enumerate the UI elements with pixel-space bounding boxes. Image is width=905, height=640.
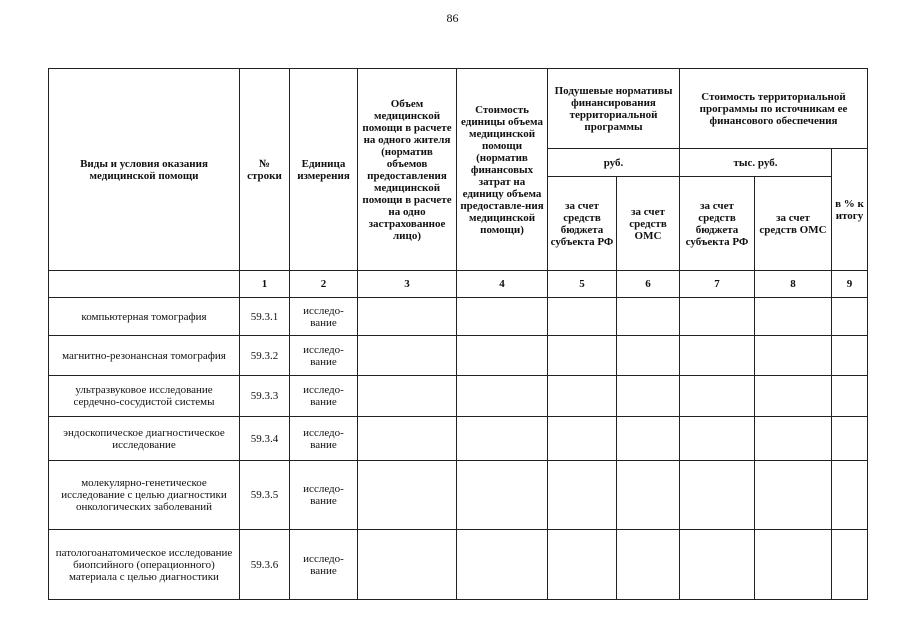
cell-volume xyxy=(358,298,457,336)
row-unit: исследо-вание xyxy=(290,461,358,530)
cell-budget-1 xyxy=(548,376,617,417)
row-unit: исследо-вание xyxy=(290,417,358,461)
row-name: патологоанатомическое исследование биопсийного (операционного) материала с целью диагностики xyxy=(49,530,240,600)
cell-oms-1 xyxy=(617,376,680,417)
header-oms-1: за счет средств ОМС xyxy=(617,177,680,271)
cell-budget-2 xyxy=(680,376,755,417)
row-code: 59.3.3 xyxy=(240,376,290,417)
header-row-no: № строки xyxy=(240,69,290,271)
header-thousand-rub: тыс. руб. xyxy=(680,149,832,177)
cell-budget-1 xyxy=(548,417,617,461)
table-row xyxy=(49,336,868,376)
col-number: 6 xyxy=(617,271,680,298)
table-row xyxy=(49,298,868,336)
row-unit: исследо-вание xyxy=(290,298,358,336)
row-unit: исследо-вание xyxy=(290,336,358,376)
table-row xyxy=(49,461,868,530)
cell-oms-2 xyxy=(755,336,832,376)
cell-budget-2 xyxy=(680,530,755,600)
cell-budget-1 xyxy=(548,336,617,376)
cell-oms-1 xyxy=(617,530,680,600)
header-unit: Единица измерения xyxy=(290,69,358,271)
header-budget-1: за счет средств бюджета субъекта РФ xyxy=(548,177,617,271)
cell-percent xyxy=(832,298,868,336)
cell-percent xyxy=(832,530,868,600)
page-number: 86 xyxy=(446,11,459,25)
cell-budget-2 xyxy=(680,298,755,336)
row-name: ультразвуковое исследование сердечно-сосудистой системы xyxy=(49,376,240,417)
row-code: 59.3.5 xyxy=(240,461,290,530)
cell-budget-2 xyxy=(680,461,755,530)
cell-volume xyxy=(358,461,457,530)
col-number: 3 xyxy=(358,271,457,298)
cell-budget-1 xyxy=(548,298,617,336)
cell-budget-1 xyxy=(548,461,617,530)
header-rub: руб. xyxy=(548,149,680,177)
cell-cost xyxy=(457,530,548,600)
row-code: 59.3.2 xyxy=(240,336,290,376)
cell-volume xyxy=(358,376,457,417)
cell-cost xyxy=(457,336,548,376)
col-number: 1 xyxy=(240,271,290,298)
cell-budget-1 xyxy=(548,530,617,600)
table-row xyxy=(49,417,868,461)
col-number: 7 xyxy=(680,271,755,298)
row-code: 59.3.6 xyxy=(240,530,290,600)
header-budget-2: за счет средств бюджета субъекта РФ xyxy=(680,177,755,271)
cell-oms-1 xyxy=(617,461,680,530)
cell-cost xyxy=(457,298,548,336)
cell-cost xyxy=(457,461,548,530)
col-number: 4 xyxy=(457,271,548,298)
table-row xyxy=(49,530,868,600)
cell-oms-2 xyxy=(755,530,832,600)
row-name: магнитно-резонансная томография xyxy=(49,336,240,376)
cell-oms-2 xyxy=(755,461,832,530)
cell-oms-1 xyxy=(617,298,680,336)
cell-oms-2 xyxy=(755,417,832,461)
row-unit: исследо-вание xyxy=(290,530,358,600)
cell-cost xyxy=(457,417,548,461)
header-volume: Объем медицинской помощи в расчете на одного жителя (норматив объемов предоставления медицинской помощи в расчете на одно застрахованное лицо) xyxy=(358,69,457,271)
row-code: 59.3.1 xyxy=(240,298,290,336)
header-oms-2: за счет средств ОМС xyxy=(755,177,832,271)
cell-oms-1 xyxy=(617,417,680,461)
row-name: эндоскопическое диагностическое исследование xyxy=(49,417,240,461)
cell-budget-2 xyxy=(680,336,755,376)
cell-cost xyxy=(457,376,548,417)
header-percent: в % к итогу xyxy=(832,149,868,271)
row-unit: исследо-вание xyxy=(290,376,358,417)
cell-volume xyxy=(358,417,457,461)
cell-percent xyxy=(832,417,868,461)
row-code: 59.3.4 xyxy=(240,417,290,461)
cell-oms-1 xyxy=(617,336,680,376)
row-name: компьютерная томография xyxy=(49,298,240,336)
financing-table xyxy=(48,68,868,600)
cell-volume xyxy=(358,336,457,376)
header-percapita: Подушевые нормативы финансирования территориальной программы xyxy=(548,69,680,149)
table-row xyxy=(49,376,868,417)
row-name: молекулярно-генетическое исследование с целью диагностики онкологических заболеваний xyxy=(49,461,240,530)
header-kind: Виды и условия оказания медицинской помощи xyxy=(49,69,240,271)
cell-volume xyxy=(358,530,457,600)
col-number: 8 xyxy=(755,271,832,298)
col-number: 9 xyxy=(832,271,868,298)
header-cost: Стоимость единицы объема медицинской помощи (норматив финансовых затрат на единицу объема предоставле-ния медицинской помощи) xyxy=(457,69,548,271)
cell-percent xyxy=(832,461,868,530)
col-number: 2 xyxy=(290,271,358,298)
cell-percent xyxy=(832,336,868,376)
cell-budget-2 xyxy=(680,417,755,461)
cell-percent xyxy=(832,376,868,417)
cell-oms-2 xyxy=(755,376,832,417)
cell-oms-2 xyxy=(755,298,832,336)
col-number: 5 xyxy=(548,271,617,298)
header-program: Стоимость территориальной программы по источникам ее финансового обеспечения xyxy=(680,69,868,149)
col-number-blank xyxy=(49,271,240,298)
